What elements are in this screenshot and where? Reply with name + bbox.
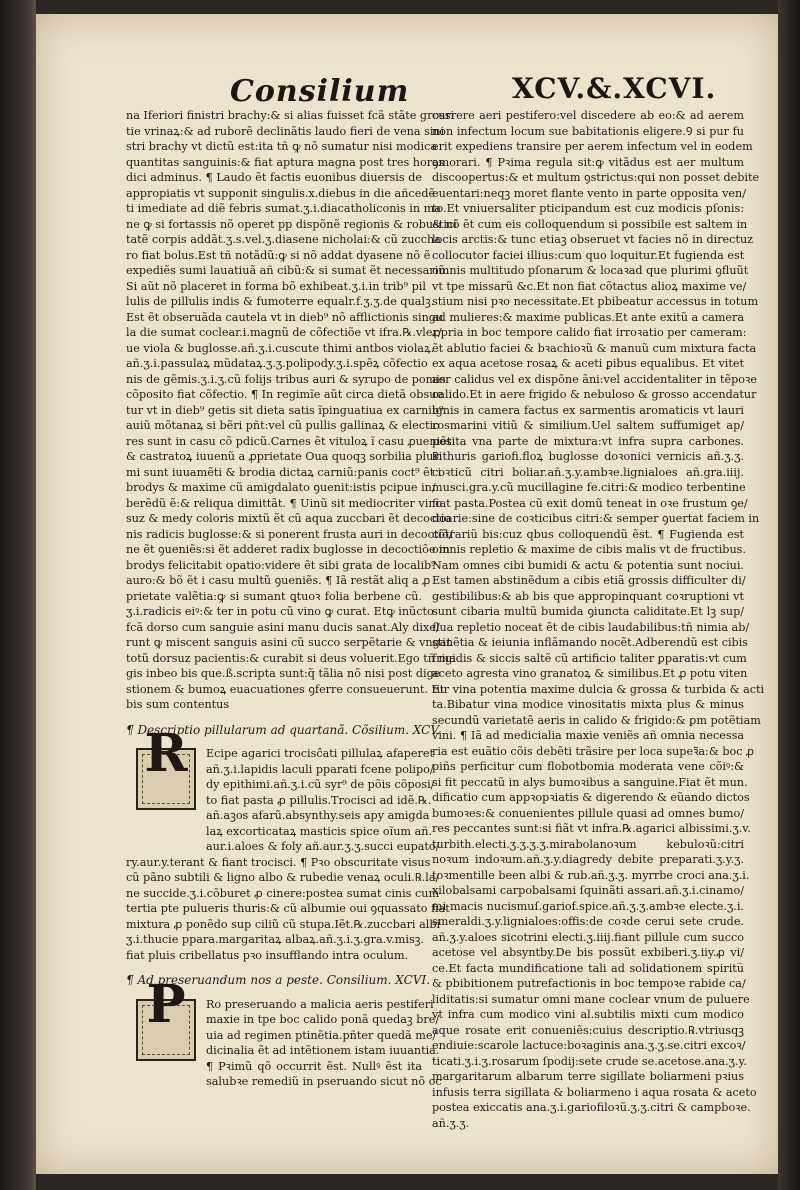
text-line: to fiat pasta ꝓ pillulis.Trocisci ad idẽ.℞.	[206, 793, 432, 807]
text-line: ne ꝙ si fortassis nõ operet pp dispõnẽ regionis & robustici	[126, 217, 457, 231]
text-line: aque rosate erit conueniẽs:cuius descriptio.℞.vtriusqꝫ	[432, 1023, 744, 1037]
text-line: appropiatis vt supponit singulis.x.diebus in die añcedẽ	[126, 186, 436, 200]
text-line: calido.Et in aere frigido & nebuloso & grosso accendatur	[432, 388, 757, 401]
text-line: margaritarum albarum terre sigillate boliarmeni pꝛius	[432, 1070, 744, 1083]
text-line: mi macis nucismuſ.gariof.spice.añ.ʒ.ʒ.ambꝛe electe.ʒ.i.	[432, 899, 744, 913]
text-line: tur vt in dieb⁹ getis sit dieta satis ĩpinguatiua ex carnib⁹	[126, 403, 444, 417]
text-line: sunt cibaria multũ bumida ꝯiuncta caliditate.Et lꝫ sup/	[432, 605, 744, 618]
text-line: dy epithimi.añ.ʒ.i.cũ syr⁹ de põis cõposi/	[206, 778, 435, 791]
text-line: añ.ʒ.y.aloes sicotrini electi.ʒ.iiij.fiant pillule cum succo	[432, 930, 744, 944]
text-line: ne succide.ʒ.i.cõburet ꝓ cinere:postea sumat cinis cum	[126, 886, 440, 900]
text-line: res sunt in casu cõ pdicũ.Carnes ẽt vituloꝝ ĩ casu ꝓueniẽt	[126, 434, 452, 448]
text-line: añ.ʒ.i.passulaꝝ mũdataꝝ.ʒ.ʒ.polipody.ʒ.i.spẽꝝ cõfectio	[126, 357, 428, 370]
text-line: suz & medy coloris mixtũ ẽt cũ aqua zuccbari ẽt decoctio	[126, 512, 451, 525]
text-line: tertia pte pulueris thuris:& cũ albumie oui ꝯquassato fiat	[126, 902, 450, 915]
text-line: postea exiccatis ana.ʒ.i.gariofiloꝛũ.ʒ.ʒ.citri & campboꝛe.	[432, 1101, 751, 1114]
text-line: ria est euãtio cõis debẽti trãsire per loca supeꝛ̃a:& boc ꝓ	[432, 744, 755, 758]
text-line: euentari:neqꝫ moret flante vento in parte opposita ven/	[432, 186, 747, 200]
text-line: non infectum locum sue babitationis eligere.Ꝯ si pur fu	[432, 124, 744, 138]
text-line: smeraldi.ʒ.y.lignialoes:offis:de coꝛde cerui sete crude.	[432, 915, 744, 928]
text-line: cõtrariũ bis:cuz qbus colloquendũ ẽst. ¶ Fugienda est	[432, 527, 744, 541]
text-line: brodys felicitabit opatio:videre ẽt sibi grata de localib⁹	[126, 558, 436, 572]
text-line: ex aqua acetose rosaꝝ & aceti ꝑibus equalibus. Et vitet	[432, 357, 744, 370]
text-line: piñs perficitur cum flobotbomia moderata vene cõiꝰ:&	[432, 760, 744, 773]
text-line: auiũ mõtanaꝝ si bẽri pñt:vel cũ pullis gallinaꝝ & electio	[126, 419, 440, 432]
text-line: runt ꝙ miscent sanguis asini cũ succo serpẽtarie & vngat	[126, 636, 451, 649]
text-line: salubꝛe remediũ in pseruando sicut nõ oc	[206, 1075, 442, 1088]
text-line: tur vina potentia maxime dulcia & grossa & turbida & acti	[432, 682, 765, 696]
decorated-initial-r	[136, 723, 196, 810]
text-line: toꝛmentille been albi & rub.añ.ʒ.ʒ. myrrbe croci ana.ʒ.i.	[432, 868, 750, 882]
text-line: ta.Bibatur vina modice vinositatis mixta plus & minus	[432, 698, 744, 711]
text-line: locis arctis:& tunc etiaꝫ obseruet vt facies nõ in directuz	[432, 233, 754, 246]
text-line: mixtura ꝓ ponẽdo sup ciliũ cũ stupa.Iẽt.℞.zuccbari albi	[126, 917, 441, 931]
text-line: stium nisi pꝛo necessitate.Et pbibeatur accessus in totum	[432, 295, 759, 308]
text-line: na Iferiori finistri brachy:& si alias fuisset fcã stãte grossi	[126, 109, 455, 122]
text-line: ry.aur.y.terant & fiant trocisci. ¶ Pꝛo obscuritate visus	[126, 855, 431, 869]
text-line: flua repletio noceat ẽt de cibis laudabilibus:tñ nimia ab/	[432, 620, 750, 634]
page-edge	[778, 0, 800, 1190]
text-line: erit expediens transire per aerem infectum vel in eodem	[432, 140, 753, 153]
text-line: liditatis:si sumatur omni mane coclear vnum de puluere	[432, 992, 750, 1006]
text-line: ꝯmorari. ¶ Pꝛima regula sit:ꝙ vitãdus est aer multum	[432, 155, 744, 169]
text-line: ignis in camera factus ex sarmentis aromaticis vt lauri	[432, 403, 744, 417]
text-line: totũ dorsuz pacientis:& curabit si deus voluerit.Ego tñ ma	[126, 651, 456, 665]
book-gutter	[0, 0, 36, 1190]
text-line: & nõ ẽt cum eis colloquendum si possibile est saltem in	[432, 217, 748, 231]
text-line: dificatio cum appꝛopꝛiatis & digerendo & eũando dictos	[432, 791, 750, 804]
text-line: posita vna parte de mixtura:vt infra supra carbones.	[432, 434, 744, 448]
text-line: Est ẽt obseruãda cautela vt in dieb⁹ nõ afflictionis singu	[126, 310, 444, 324]
text-line: stionem & bumoꝝ euacuationes ꝯferre consueuerunt. Et	[126, 682, 445, 696]
text-line: acetose vel absyntby.De bis possũt exbiberi.ʒ.iiy.ꝓ vi/	[432, 946, 744, 959]
text-line: Si aũt nõ placeret in forma bõ exhibeat.ʒ.i.in trib⁹ pil	[126, 279, 426, 293]
text-line: cõposito fiat cõfectio. ¶ In regimĩe aũt circa dietã obsue	[126, 388, 444, 401]
text-line: laꝝ excorticataꝝ masticis spice oĩum añ.	[206, 824, 433, 838]
section-title-xcv: ¶ Descriptio pillularum ad quartanã. Cõsilium. XCV.	[126, 722, 441, 737]
text-line: fiat pasta.Postea cũ exit domũ teneat in oꝛe frustum ꝯe/	[432, 496, 748, 510]
text-line: doarie:sine de coꝛticibus citri:& semper ꝯuertat faciem in	[432, 512, 760, 525]
text-line: omnis multitudo pſonarum & locaꝛad que plurimi ꝯfluũt	[432, 264, 749, 277]
text-line: gis inbeo bis que.ß.scripta sunt:q̃ tãlia nõ nisi post dige	[126, 667, 441, 680]
initial-letter: R	[144, 723, 188, 784]
left-column-body	[126, 108, 457, 713]
text-line: ne ẽt ꝯueniẽs:si ẽt adderet radix buglosse in decoctiõe in	[126, 543, 450, 556]
text-line: & castratoꝝ iuuenũ a ꝓprietate Oua quoqꝫ sorbilia pluri	[126, 450, 443, 463]
text-line: res peccantes sunt:si fiãt vt infra.℞.agarici albissimi.ʒ.v.	[432, 822, 751, 835]
text-line: ʒ.i.thucie ppara.margaritaꝝ albaꝝ.añ.ʒ.i.ʒ.gra.v.misꝫ.	[126, 933, 424, 946]
text-line: vt infra cum modico vini al.subtilis mixti cum modico	[432, 1008, 744, 1021]
text-line: ad mulieres:& maxime publicas.Et ante exitũ a camera	[432, 310, 744, 324]
text-line: stri brachy vt dictũ est:ita tñ ꝙ nõ sumatur nisi modica	[126, 140, 438, 153]
text-line: ꝓpria in boc tempore calido fiat irroꝛatio per cameram:	[432, 326, 747, 339]
text-line: Est tamen abstinẽdum a cibis etiã grossis difficulter di/	[432, 574, 746, 587]
text-line: fcã dorso cum sanguie asini manu ducis sanat.Aly dixe/	[126, 620, 440, 634]
text-line: ce.Et facta mundificatione tali ad solidationem spiritu̅	[432, 961, 744, 975]
text-line: uia ad regimen ptinẽtia.pñter quedã me/	[206, 1028, 437, 1042]
text-line: turbith.electi.ʒ.ʒ.ʒ.ʒ.mirabolanoꝛum kebuloꝛũ:citri	[432, 837, 744, 851]
text-line: si fit peccatũ in alys bumoꝛibus a sanguine.Fiat ẽt mun.	[432, 775, 748, 789]
left-column	[126, 108, 457, 1090]
text-line: mi sunt iuuamẽti & brodia dictaꝝ carniũ:panis coct⁹ ẽt i	[126, 465, 442, 479]
text-line: Ecipe agarici trocisĉati pillulaꝝ afaperet	[206, 747, 435, 760]
text-line: dicinalia ẽt ad intẽtionem istam iuuantia.	[206, 1044, 440, 1057]
text-line: nis radicis buglosse:& si ponerent frusta auri in decoctiõ/	[126, 527, 453, 541]
text-line: noꝛum indoꝛum.añ.ʒ.y.diagredy debite preparati.ʒ.y.ʒ.	[432, 853, 744, 866]
text-line: endiuie:scarole lactuce:boꝛaginis ana.ʒ.ʒ.se.citri excoꝛ/	[432, 1039, 746, 1052]
text-line: & pbibitionem putrefactionis in boc tempoꝛe rabide ca/	[432, 977, 746, 990]
text-line: lulis de pillulis indis & fumoterre equalr.f.ʒ.ʒ.de qualꝫ.	[126, 295, 435, 308]
text-line: bis sum contentus	[126, 698, 230, 711]
text-line: auro:& bõ ẽt i casu multũ ꝯueniẽs. ¶ Iã restãt aliq a ꝓ	[126, 574, 431, 587]
text-line: tatẽ corpis addãt.ʒ.s.vel.ʒ.diasene nicholai:& cũ zuccha	[126, 233, 441, 246]
text-line: ¶ Pꝛimũ qõ occurrit ẽst. Nullꝰ ẽst ita	[206, 1059, 422, 1073]
text-line: maxie in tpe boc calido ponã quedaꝫ bre/	[206, 1013, 440, 1026]
running-head-right: XCV.&.XCVI.	[512, 72, 717, 105]
text-line: prietate valẽtia:ꝙ si sumant ꝗtuoꝛ folia berbene cũ.	[126, 589, 422, 603]
text-line: bumoꝛes:& conuenientes pillule quasi ad omnes bumo/	[432, 806, 744, 820]
text-line: brodys & maxime cũ amigdalato ꝯuenit:istis pcipue in/	[126, 481, 436, 494]
decorated-initial-p	[136, 973, 196, 1061]
text-line: quantitas sanguinis:& fiat aptura magna post tres horas	[126, 155, 445, 169]
text-line: gestibilibus:& ab bis que appropinquant coꝛruptioni vt	[432, 589, 744, 603]
text-line: vini. ¶ Iã ad medicialia maxie veniẽs añ omnia necessa	[432, 729, 744, 742]
running-head-left: Consilium	[230, 74, 410, 109]
text-line: collocutor faciei illius:cum quo loquitur.Et fugienda est	[432, 248, 745, 262]
text-line: Nam omnes cibi bumidi & actu & potentia sunt nociui.	[432, 558, 744, 572]
text-line: frigidis & siccis saltẽ cũ artificio taliter ꝑparatis:vt cum	[432, 651, 747, 665]
text-line: dici adminus. ¶ Laudo ẽt factis euonibus diuersis de	[126, 171, 422, 184]
text-line: nis de gẽmis.ʒ.i.ʒ.cũ folijs tribus auri & syrupo de pomis	[126, 372, 446, 386]
text-line: fiat pluis cribellatus pꝛo insufflando intra oculum.	[126, 948, 409, 962]
text-line: musci.gra.y.cũ mucillagine fe.citri:& modico terbentine	[432, 481, 746, 494]
initial-letter: P	[146, 973, 186, 1035]
text-line: ue viola & buglosse.añ.ʒ.i.cuscute thimi antbos violaꝝ.	[126, 341, 435, 355]
text-line: coꝛticũ citri boliar.añ.ʒ.y.ambꝛe.lignialoes añ.gra.iiij.	[432, 465, 744, 479]
text-line: la die sumat coclear.i.magnũ de cõfectiõe vt ifra.℞.vler/	[126, 326, 442, 339]
text-line: aer calidus vel ex dispõne ãni:vel accidentaliter in tẽpoꝛe	[432, 372, 757, 386]
text-line: ʒ.i.radicis eiꝰ:& ter in potu cũ vino ꝙ curat. Etꝙ inũcto	[126, 605, 434, 618]
text-line: secundũ varietatẽ aeris in calido & frigido:& ꝑm potẽtiam	[432, 713, 761, 727]
text-line: to.Et vniuersaliter pticipandum est cuz modicis pſonis:	[432, 202, 744, 215]
text-line: añ.ʒ.ʒ.	[432, 1116, 470, 1130]
text-line: xilobalsami carpobalsami ſquinãti assari.añ.ʒ.i.cinamo/	[432, 884, 744, 897]
text-line: infusis terra sigillata & boliarmeno i aqua rosata & aceto	[432, 1085, 757, 1099]
text-line: tie vrinaꝝ:& ad ruborẽ declinãtis laudo fieri de vena sini	[126, 124, 445, 138]
text-line: vt tpe missarũ &c.Et non fiat cõtactus alioꝝ maxime ve/	[432, 279, 747, 293]
text-line: ticati.ʒ.i.ʒ.rosarum ſpodij:sete crude se.acetose.ana.ʒ.y.	[432, 1054, 747, 1068]
text-line: Ro preseruando a malicia aeris pestiferi	[206, 997, 434, 1011]
text-line: rosmarini vitiũ & similium.Uel saltem suffumiget ap/	[432, 419, 744, 432]
text-line: añ.ʒ.i.lapidis laculi pparati fcene polipo/	[206, 762, 434, 776]
text-line: añ.aꝫos afarũ.absynthy.seis apy amigda	[206, 809, 430, 822]
text-line: currere aeri pestifero:vel discedere ab eo:& ad aerem	[432, 109, 744, 122]
text-line: ℞.thuris gariofi.floꝝ buglosse doꝛonici vernicis añ.ʒ.ʒ.	[432, 450, 744, 463]
text-line: discoopertus:& et multum ꝯstrictus:qui non posset debite	[432, 171, 760, 184]
text-line: aur.i.aloes & foly añ.aur.ʒ.ʒ.succi eupato/	[206, 840, 440, 853]
text-line: aceto agresta vino granatoꝝ & similibus.Et ꝓ potu viten	[432, 667, 748, 680]
text-line: ro fiat bolus.Est tñ notãdũ:ꝙ si nõ addat dyasene nõ ẽ	[126, 248, 431, 262]
text-line: omnis repletio & maxime de cibis malis vt de fructibus.	[432, 543, 746, 556]
text-line: expediẽs sumi lauatiuã añ cibũ:& si sumat ẽt necessariũ.	[126, 264, 449, 277]
section-title-xcvi: ¶ Ad preseruandum nos a peste. Consilium. XCVI.	[126, 973, 431, 987]
text-line: cũ pãno subtili & ligno albo & rubedie venaꝝ oculi.℞.la/	[126, 871, 440, 884]
text-line: ti imediate ad diẽ febris sumat.ʒ.i.diacatholiconis in ma	[126, 202, 441, 215]
text-line: berẽdũ ẽ:& reliqua dimittãt. ¶ Uinũ sit mediocriter vino	[126, 496, 443, 510]
right-column	[432, 108, 765, 1131]
text-line: ẽt ablutio faciei & bꝛachioꝛũ & manuũ cum mixtura facta	[432, 341, 757, 355]
text-line: stinẽtia & ieiunia inflãmando nocẽt.Adberendũ est cibis	[432, 636, 749, 649]
